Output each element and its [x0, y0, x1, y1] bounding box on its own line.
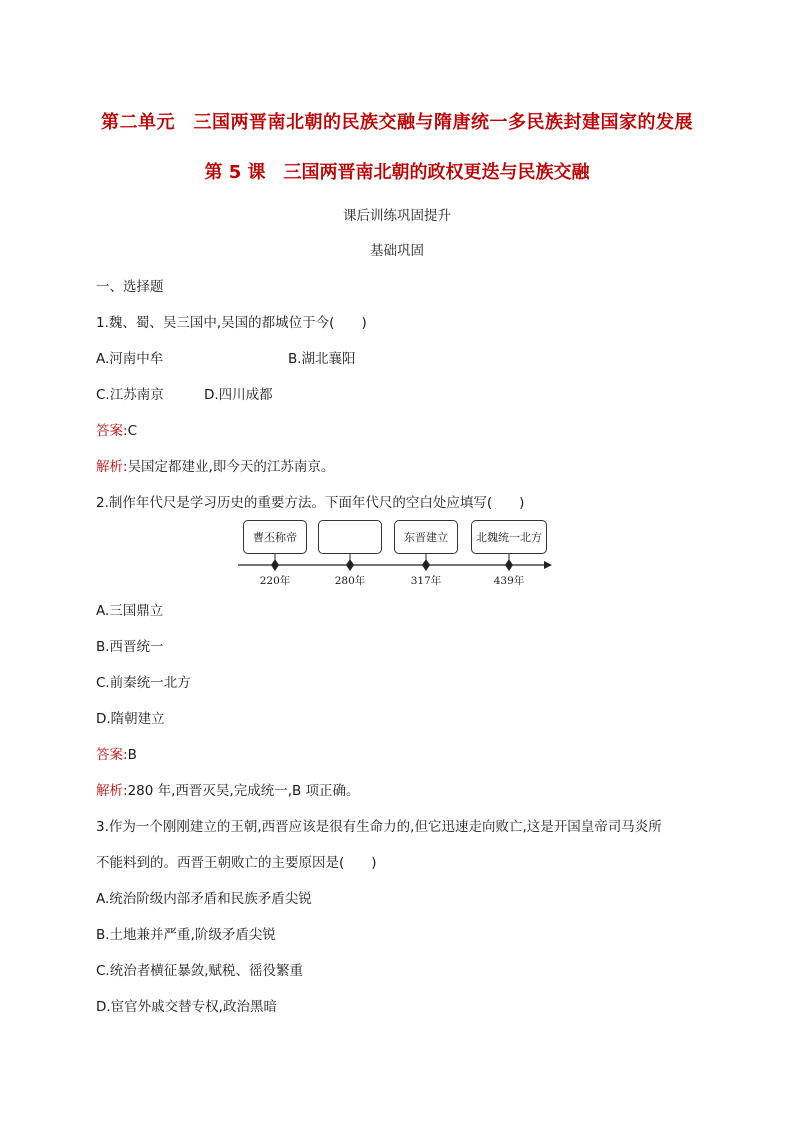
analysis-text: 280 年,西晋灭吴,完成统一,B 项正确。 [127, 783, 360, 799]
answer-label: 答案: [96, 423, 128, 439]
q1-option-a: A.河南中牟 [96, 351, 164, 367]
part-heading: 一、选择题 [96, 279, 164, 295]
q2-answer [96, 743, 137, 763]
q1-option-b: B.湖北襄阳 [288, 351, 356, 367]
q2-option-a: A.三国鼎立 [96, 603, 164, 619]
subsection-heading: 基础巩固 [370, 243, 424, 259]
timeline-diamond-icon [346, 559, 354, 571]
q1-answer [96, 419, 137, 439]
analysis-text: 吴国定都建业,即今天的江苏南京。 [127, 459, 335, 475]
answer-value: B [127, 747, 137, 763]
section-heading: 课后训练巩固提升 [343, 208, 451, 224]
q2-option-d: D.隋朝建立 [96, 711, 165, 727]
timeline-event-box: 东晋建立 [394, 520, 458, 554]
q3-stem-line1: 3.作为一个刚刚建立的王朝,西晋应该是很有生命力的,但它迅速走向败亡,这是开国皇帝司马炎所 [96, 819, 662, 835]
q3-option-b: B.土地兼并严重,阶级矛盾尖锐 [96, 927, 276, 943]
q2-option-b: B.西晋统一 [96, 639, 164, 655]
timeline-diamond-icon [271, 559, 279, 571]
q3-stem-line2: 不能料到的。西晋王朝败亡的主要原因是( ) [96, 855, 377, 871]
q1-stem: 1.魏、蜀、吴三国中,吴国的都城位于今( ) [96, 315, 367, 331]
q1-option-d: D.四川成都 [204, 387, 273, 403]
timeline-figure [238, 516, 558, 592]
q3-option-c: C.统治者横征暴敛,赋税、徭役繁重 [96, 963, 304, 979]
q2-analysis [96, 779, 360, 799]
q3-option-d: D.宦官外戚交替专权,政治黑暗 [96, 999, 277, 1015]
timeline-year: 439年 [493, 575, 525, 587]
lesson-title: 第 5 课 三国两晋南北朝的政权更迭与民族交融 [204, 162, 590, 183]
timeline-diamond-icon [505, 559, 513, 571]
unit-title: 第二单元 三国两晋南北朝的民族交融与隋唐统一多民族封建国家的发展 [101, 112, 693, 133]
timeline-event-box: 曹丕称帝 [243, 520, 307, 554]
timeline-year: 220年 [259, 575, 291, 587]
q1-analysis [96, 455, 334, 475]
q2-option-c: C.前秦统一北方 [96, 675, 191, 691]
answer-value: C [127, 423, 137, 439]
q3-option-a: A.统治阶级内部矛盾和民族矛盾尖锐 [96, 891, 312, 907]
timeline-year: 317年 [410, 575, 442, 587]
answer-label: 答案: [96, 747, 128, 763]
timeline-diamond-icon [422, 559, 430, 571]
analysis-label: 解析: [96, 783, 128, 799]
timeline-arrow-icon [544, 561, 552, 569]
q1-option-c: C.江苏南京 [96, 387, 164, 403]
analysis-label: 解析: [96, 459, 128, 475]
timeline-year: 280年 [334, 575, 366, 587]
q2-stem: 2.制作年代尺是学习历史的重要方法。下面年代尺的空白处应填写( ) [96, 495, 525, 511]
timeline-event-box: 北魏统一北方 [471, 520, 547, 554]
